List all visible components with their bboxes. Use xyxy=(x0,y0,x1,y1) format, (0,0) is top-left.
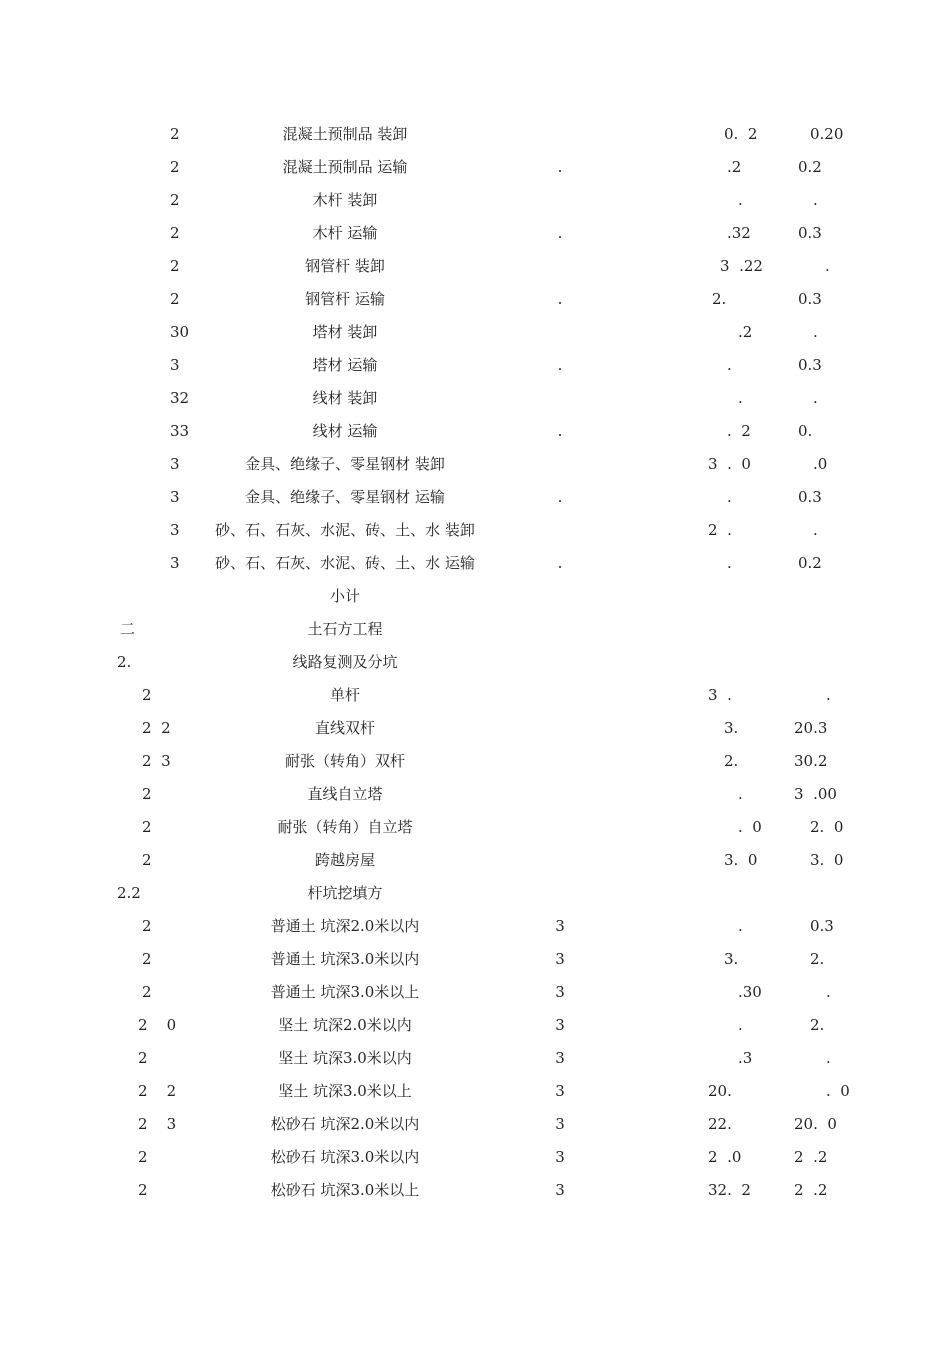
item-value-1: 3. xyxy=(724,950,739,968)
item-value-1: 22. xyxy=(708,1115,732,1133)
item-value-2: 0.3 xyxy=(798,356,822,374)
item-name: 松砂石 坑深3.0米以上 xyxy=(270,1181,420,1199)
table-row: 2 混凝土预制品 装卸 0. 2 0.20 xyxy=(0,118,950,151)
item-name: 塔材 装卸 xyxy=(312,323,378,341)
table-row: 3 金具、绝缘子、零星钢材 装卸 3 . 0 .0 xyxy=(0,448,950,481)
item-value-2: .0 xyxy=(813,455,828,473)
item-name: 砂、石、石灰、水泥、砖、土、水 运输 xyxy=(215,554,475,572)
table-row: 2 松砂石 坑深3.0米以上 3 32. 2 2 .2 xyxy=(0,1174,950,1207)
item-value-1: . xyxy=(738,785,743,803)
item-value-2: 20.3 xyxy=(794,719,828,737)
table-row: 3 砂、石、石灰、水泥、砖、土、水 运输 . . 0.2 xyxy=(0,547,950,580)
item-value-2: 0.3 xyxy=(798,290,822,308)
item-value-1: . 0 xyxy=(738,818,762,836)
item-name: 耐张（转角）自立塔 xyxy=(277,818,413,836)
item-value-2: . xyxy=(825,257,830,275)
item-unit: . xyxy=(557,488,563,506)
item-value-2: 0.2 xyxy=(798,554,822,572)
item-value-2: . xyxy=(813,389,818,407)
table-row: 2 直线自立塔 . 3 .00 xyxy=(0,778,950,811)
item-unit: . xyxy=(557,290,563,308)
item-value-1: 0. 2 xyxy=(724,125,758,143)
table-row: 2 木杆 装卸 . . xyxy=(0,184,950,217)
item-value-2: 0.20 xyxy=(810,125,844,143)
item-unit: . xyxy=(557,224,563,242)
item-value-2: 3 .00 xyxy=(794,785,837,803)
item-value-1: . xyxy=(738,1016,743,1034)
item-name: 混凝土预制品 装卸 xyxy=(282,125,408,143)
table-row: 二 土石方工程 xyxy=(0,613,950,646)
item-value-2: 30.2 xyxy=(794,752,828,770)
item-value-2: . xyxy=(826,983,831,1001)
item-unit: 3 xyxy=(555,1049,565,1067)
item-value-1: 3. 0 xyxy=(724,851,758,869)
item-value-1: 2 .0 xyxy=(708,1148,742,1166)
item-value-1: . xyxy=(727,356,732,374)
item-unit: 3 xyxy=(555,917,565,935)
item-name: 线路复测及分坑 xyxy=(292,653,398,671)
item-name: 直线双杆 xyxy=(314,719,375,737)
item-value-2: 0.3 xyxy=(798,224,822,242)
item-unit: . xyxy=(557,356,563,374)
item-unit: . xyxy=(557,422,563,440)
item-value-2: 3. 0 xyxy=(810,851,844,869)
table-row: 2. 线路复测及分坑 xyxy=(0,646,950,679)
item-name: 金具、绝缘子、零星钢材 装卸 xyxy=(245,455,445,473)
table-row: 2 2 直线双杆 3. 20.3 xyxy=(0,712,950,745)
item-value-1: .3 xyxy=(738,1049,753,1067)
item-unit: 3 xyxy=(555,1082,565,1100)
item-value-1: 20. xyxy=(708,1082,732,1100)
item-value-1: 3 . 0 xyxy=(708,455,751,473)
table-row xyxy=(0,580,950,613)
item-name: 钢管杆 装卸 xyxy=(305,257,385,275)
item-unit: 3 xyxy=(555,1115,565,1133)
item-name: 小计 xyxy=(329,587,360,605)
item-value-1: .2 xyxy=(738,323,753,341)
table-row: 2 坚土 坑深3.0米以内 3 .3 . xyxy=(0,1042,950,1075)
table-row: 2 耐张（转角）自立塔 . 0 2. 0 xyxy=(0,811,950,844)
item-name: 线材 运输 xyxy=(312,422,378,440)
table-row: 3 金具、绝缘子、零星钢材 运输 . . 0.3 xyxy=(0,481,950,514)
item-value-1: . xyxy=(738,389,743,407)
item-value-2: . 0 xyxy=(826,1082,850,1100)
item-name: 线材 装卸 xyxy=(312,389,378,407)
table-row: 2 跨越房屋 3. 0 3. 0 xyxy=(0,844,950,877)
table-row: 2 3 耐张（转角）双杆 2. 30.2 xyxy=(0,745,950,778)
item-name: 坚土 坑深3.0米以内 xyxy=(278,1049,412,1067)
table-row: 2 木杆 运输 . .32 0.3 xyxy=(0,217,950,250)
item-value-1: 2. xyxy=(724,752,739,770)
table-row: 2 单杆 3 . . xyxy=(0,679,950,712)
item-name: 杆坑挖填方 xyxy=(307,884,383,902)
table-row: 32 线材 装卸 . . xyxy=(0,382,950,415)
item-value-1: . xyxy=(738,917,743,935)
table-row: 2 松砂石 坑深3.0米以内 3 2 .0 2 .2 xyxy=(0,1141,950,1174)
item-name: 松砂石 坑深3.0米以内 xyxy=(270,1148,420,1166)
item-value-1: 3. xyxy=(724,719,739,737)
item-unit: 3 xyxy=(555,1016,565,1034)
table-row: 2 钢管杆 运输 . 2. 0.3 xyxy=(0,283,950,316)
item-name: 木杆 运输 xyxy=(312,224,378,242)
item-value-1: 2 . xyxy=(708,521,732,539)
item-value-1: 2. xyxy=(712,290,727,308)
item-value-2: . xyxy=(813,521,818,539)
item-name: 混凝土预制品 运输 xyxy=(282,158,408,176)
table-row: 3 砂、石、石灰、水泥、砖、土、水 装卸 2 . . xyxy=(0,514,950,547)
item-value-1: 32. 2 xyxy=(708,1181,751,1199)
item-name: 金具、绝缘子、零星钢材 运输 xyxy=(245,488,445,506)
table-row: 2 3 松砂石 坑深2.0米以内 3 22. 20. 0 xyxy=(0,1108,950,1141)
table-row: 2 0 坚土 坑深2.0米以内 3 . 2. xyxy=(0,1009,950,1042)
table-row: 30 塔材 装卸 .2 . xyxy=(0,316,950,349)
table-row: 33 线材 运输 . . 2 0. xyxy=(0,415,950,448)
item-name: 木杆 装卸 xyxy=(312,191,378,209)
item-value-2: . xyxy=(826,1049,831,1067)
item-value-2: 2. xyxy=(810,950,825,968)
item-value-2: 0. xyxy=(798,422,813,440)
item-value-2: 2. 0 xyxy=(810,818,844,836)
item-value-1: 3 . xyxy=(708,686,732,704)
item-name: 跨越房屋 xyxy=(314,851,375,869)
table-row: 2 混凝土预制品 运输 . .2 0.2 xyxy=(0,151,950,184)
item-value-2: 2 .2 xyxy=(794,1181,828,1199)
item-name: 直线自立塔 xyxy=(307,785,383,803)
item-name: 塔材 运输 xyxy=(312,356,378,374)
item-value-2: . xyxy=(813,323,818,341)
item-value-1: 3 .22 xyxy=(720,257,763,275)
item-value-1: . xyxy=(738,191,743,209)
item-name: 普通土 坑深2.0米以内 xyxy=(270,917,420,935)
table-row: 2 普通土 坑深3.0米以上 3 .30 . xyxy=(0,976,950,1009)
item-value-2: . xyxy=(813,191,818,209)
item-name: 普通土 坑深3.0米以内 xyxy=(270,950,420,968)
table-row: 2.2 杆坑挖填方 xyxy=(0,877,950,910)
item-value-1: . 2 xyxy=(727,422,751,440)
table-row: 2 普通土 坑深2.0米以内 3 . 0.3 xyxy=(0,910,950,943)
item-unit: 3 xyxy=(555,950,565,968)
item-value-2: 2 .2 xyxy=(794,1148,828,1166)
item-value-1: . xyxy=(727,554,732,572)
item-name: 土石方工程 xyxy=(307,620,383,638)
item-value-1: .32 xyxy=(727,224,751,242)
item-value-2: . xyxy=(826,686,831,704)
item-value-2: 20. 0 xyxy=(794,1115,837,1133)
item-name: 耐张（转角）双杆 xyxy=(284,752,405,770)
item-value-2: 2. xyxy=(810,1016,825,1034)
item-name: 钢管杆 运输 xyxy=(305,290,385,308)
item-value-2: 0.2 xyxy=(798,158,822,176)
item-value-1: .30 xyxy=(738,983,762,1001)
item-value-1: . xyxy=(727,488,732,506)
item-unit: . xyxy=(557,554,563,572)
item-name: 普通土 坑深3.0米以上 xyxy=(270,983,420,1001)
item-value-2: 0.3 xyxy=(798,488,822,506)
item-name: 砂、石、石灰、水泥、砖、土、水 装卸 xyxy=(215,521,475,539)
table-row: 2 2 坚土 坑深3.0米以上 3 20. . 0 xyxy=(0,1075,950,1108)
item-value-1: .2 xyxy=(727,158,742,176)
table-row: 2 钢管杆 装卸 3 .22 . xyxy=(0,250,950,283)
table-row: 2 普通土 坑深3.0米以内 3 3. 2. xyxy=(0,943,950,976)
table-row: 3 塔材 运输 . . 0.3 xyxy=(0,349,950,382)
item-name: 坚土 坑深2.0米以内 xyxy=(278,1016,412,1034)
item-unit: 3 xyxy=(555,1181,565,1199)
item-name: 单杆 xyxy=(329,686,360,704)
item-unit: . xyxy=(557,158,563,176)
item-unit: 3 xyxy=(555,983,565,1001)
item-name: 松砂石 坑深2.0米以内 xyxy=(270,1115,420,1133)
item-value-2: 0.3 xyxy=(810,917,834,935)
item-name: 坚土 坑深3.0米以上 xyxy=(278,1082,412,1100)
item-unit: 3 xyxy=(555,1148,565,1166)
